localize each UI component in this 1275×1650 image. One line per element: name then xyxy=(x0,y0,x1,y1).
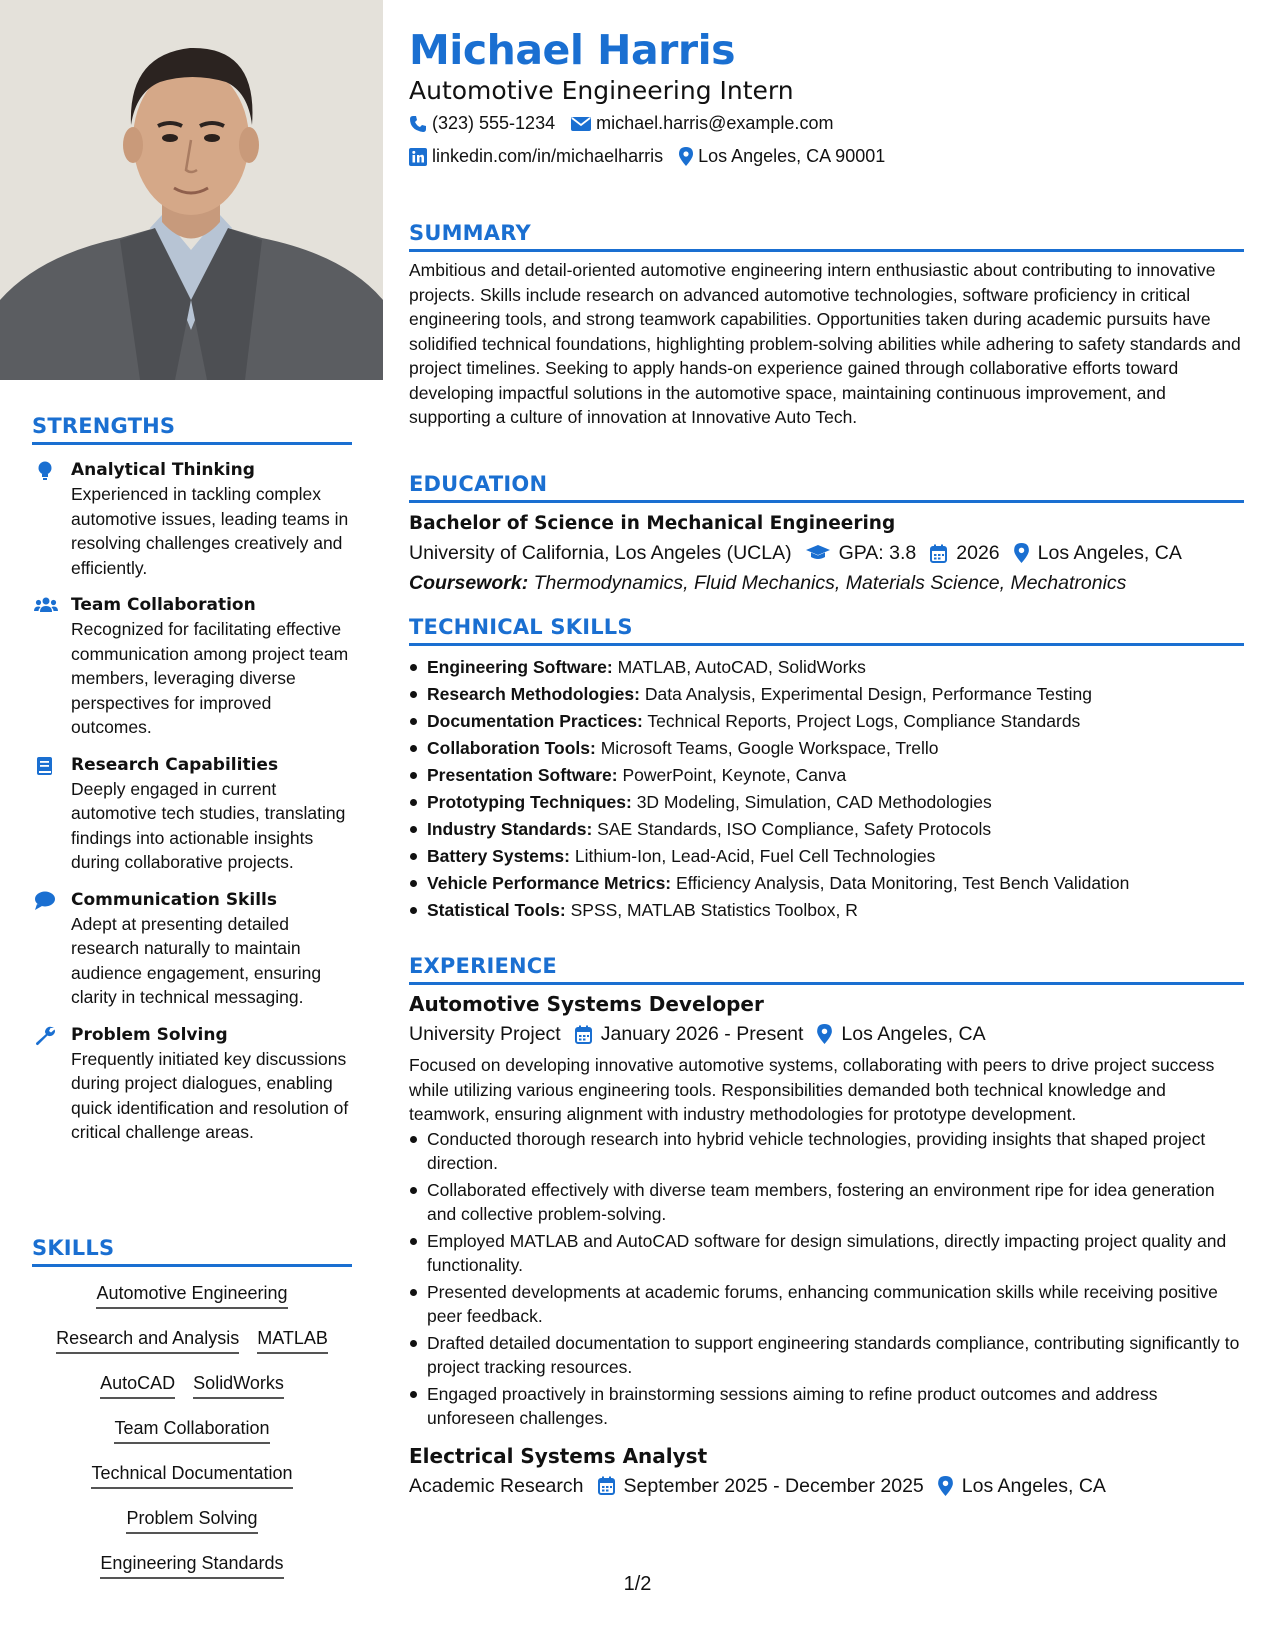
phone-text: (323) 555-1234 xyxy=(432,113,556,133)
degree-title: Bachelor of Science in Mechanical Engineering xyxy=(409,513,896,534)
page-number: 1/2 xyxy=(623,1573,652,1595)
job-entry xyxy=(409,989,1244,1431)
sidebar xyxy=(0,0,383,1650)
education-section xyxy=(409,472,1244,598)
job-org: University Project xyxy=(409,1023,561,1045)
coursework-text: Thermodynamics, Fluid Mechanics, Materials Science, Mechatronics xyxy=(528,572,1127,594)
job-bullet: Drafted detailed documentation to support engineering standards compliance, contributing significantly to project tracking resources. xyxy=(409,1331,1244,1380)
job-location: Los Angeles, CA xyxy=(841,1023,986,1045)
tech-skill-value: Data Analysis, Experimental Design, Performance Testing xyxy=(639,684,1092,704)
profile-photo xyxy=(0,0,383,380)
graduation-cap-icon xyxy=(806,544,830,562)
job-bullet: Employed MATLAB and AutoCAD software for design simulations, directly impacting project quality and functionality. xyxy=(409,1229,1244,1278)
skill-tag: Research and Analysis xyxy=(56,1326,239,1354)
strength-desc: Adept at presenting detailed research naturally to maintain audience engagement, ensuring clarity in technical messaging. xyxy=(71,913,322,1007)
education-heading: EDUCATION xyxy=(409,472,1244,503)
candidate-role: Automotive Engineering Intern xyxy=(409,76,794,105)
tech-skill-item xyxy=(409,843,1244,870)
technical-skills-list xyxy=(409,654,1244,924)
calendar-icon xyxy=(575,1025,592,1044)
strength-item xyxy=(32,458,352,580)
edu-location-item xyxy=(1014,538,1182,568)
skills-section xyxy=(32,1236,352,1596)
tech-skill-item xyxy=(409,708,1244,735)
comment-icon xyxy=(34,891,56,911)
skills-list xyxy=(32,1281,352,1579)
job-location-item xyxy=(938,1471,1106,1501)
tech-skill-value: 3D Modeling, Simulation, CAD Methodologies xyxy=(631,792,992,812)
gpa-item xyxy=(806,538,917,568)
job-dates-item xyxy=(598,1471,924,1501)
job-location-item xyxy=(817,1019,985,1049)
skill-tag: Engineering Standards xyxy=(100,1551,283,1579)
job-entry xyxy=(409,1441,1244,1501)
tech-skill-item xyxy=(409,816,1244,843)
skill-tag: SolidWorks xyxy=(193,1371,284,1399)
technical-skills-section xyxy=(409,615,1244,924)
strength-desc: Recognized for facilitating effective communication among project team members, leveraging diverse perspectives for improved outcomes. xyxy=(71,619,349,737)
job-dates-item xyxy=(575,1019,804,1049)
email-contact[interactable] xyxy=(571,113,833,134)
map-pin-icon xyxy=(679,147,693,166)
skill-tag: Team Collaboration xyxy=(114,1416,269,1444)
tech-skill-item xyxy=(409,870,1244,897)
job-dates: January 2026 - Present xyxy=(600,1023,804,1045)
strengths-section xyxy=(32,414,352,1145)
technical-skills-heading: TECHNICAL SKILLS xyxy=(409,615,1244,646)
job-bullets xyxy=(409,1127,1244,1431)
users-icon xyxy=(34,596,56,616)
education-meta xyxy=(409,538,1244,568)
tech-skill-label: Vehicle Performance Metrics: xyxy=(427,873,672,893)
job-dates: September 2025 - December 2025 xyxy=(623,1474,924,1497)
job-meta xyxy=(409,1019,1244,1049)
strength-desc: Frequently initiated key discussions during project dialogues, enabling quick identification and resolution of critical challenge areas. xyxy=(71,1048,349,1142)
job-title: Automotive Systems Developer xyxy=(409,992,764,1016)
phone-contact[interactable] xyxy=(409,113,555,134)
map-pin-icon xyxy=(1014,543,1029,563)
gpa-text: GPA: 3.8 xyxy=(838,542,917,564)
coursework-line xyxy=(409,568,1244,598)
linkedin-icon xyxy=(409,148,427,166)
strengths-heading: STRENGTHS xyxy=(32,414,352,445)
tech-skill-value: Efficiency Analysis, Data Monitoring, Test Bench Validation xyxy=(671,873,1130,893)
year-item xyxy=(930,538,999,568)
summary-heading: SUMMARY xyxy=(409,221,1244,252)
tech-skill-label: Collaboration Tools: xyxy=(427,738,596,758)
tech-skill-label: Statistical Tools: xyxy=(427,900,566,920)
tech-skill-value: Microsoft Teams, Google Workspace, Trello xyxy=(595,738,939,758)
experience-heading: EXPERIENCE xyxy=(409,954,1244,985)
strength-desc: Experienced in tackling complex automotive issues, leading teams in resolving challenges creatively and efficiently. xyxy=(71,484,349,578)
tech-skill-label: Engineering Software: xyxy=(427,657,613,677)
tech-skill-value: Lithium-Ion, Lead-Acid, Fuel Cell Technologies xyxy=(569,846,936,866)
tech-skill-value: Technical Reports, Project Logs, Compliance Standards xyxy=(642,711,1081,731)
tech-skill-value: PowerPoint, Keynote, Canva xyxy=(617,765,847,785)
school-name: University of California, Los Angeles (UCLA) xyxy=(409,542,792,564)
strength-title: Analytical Thinking xyxy=(71,460,255,480)
job-location: Los Angeles, CA xyxy=(961,1474,1106,1497)
tech-skill-value: MATLAB, AutoCAD, SolidWorks xyxy=(612,657,866,677)
strength-desc: Deeply engaged in current automotive tech studies, translating findings into actionable insights during collaborative projects. xyxy=(71,778,346,872)
tech-skill-value: SAE Standards, ISO Compliance, Safety Protocols xyxy=(592,819,992,839)
strength-title: Communication Skills xyxy=(71,889,277,910)
skill-tag: Technical Documentation xyxy=(91,1461,292,1489)
strength-title: Problem Solving xyxy=(71,1024,228,1045)
phone-icon xyxy=(409,115,427,133)
linkedin-contact[interactable] xyxy=(409,146,663,167)
job-bullet: Conducted thorough research into hybrid vehicle technologies, providing insights that shaped project direction. xyxy=(409,1127,1244,1176)
envelope-icon xyxy=(571,116,591,132)
tech-skill-label: Presentation Software: xyxy=(427,765,618,785)
job-bullet: Engaged proactively in brainstorming sessions aiming to refine product outcomes and address unforeseen challenges. xyxy=(409,1382,1244,1431)
tech-skill-item xyxy=(409,735,1244,762)
tech-skill-label: Documentation Practices: xyxy=(427,711,643,731)
calendar-icon xyxy=(930,544,947,563)
tech-skill-item xyxy=(409,789,1244,816)
tech-skill-label: Battery Systems: xyxy=(427,846,570,866)
contact-row xyxy=(409,113,849,134)
skill-tag: Automotive Engineering xyxy=(96,1281,287,1309)
wrench-icon xyxy=(34,1026,56,1046)
year-text: 2026 xyxy=(956,542,1000,564)
calendar-icon xyxy=(598,1476,615,1495)
job-description: Focused on developing innovative automotive systems, collaborating with peers to drive project success while utilizing various engineering tools. Responsibilities demanded both technical knowledge and teamwork, ensuring alignment with industry methodologies for prototype development. xyxy=(409,1055,1215,1124)
job-bullet: Presented developments at academic forums, enhancing communication skills while receiving positive peer feedback. xyxy=(409,1280,1244,1329)
strength-title: Research Capabilities xyxy=(71,754,279,775)
tech-skill-label: Research Methodologies: xyxy=(427,684,640,704)
job-meta xyxy=(409,1471,1244,1501)
map-pin-icon xyxy=(938,1476,953,1496)
skills-heading: SKILLS xyxy=(32,1236,352,1267)
tech-skill-item xyxy=(409,681,1244,708)
job-title: Electrical Systems Analyst xyxy=(409,1443,708,1468)
tech-skill-item xyxy=(409,762,1244,789)
location-contact xyxy=(679,146,885,167)
summary-section xyxy=(409,221,1244,430)
job-org: Academic Research xyxy=(409,1474,584,1497)
edu-location-text: Los Angeles, CA xyxy=(1037,542,1182,564)
tech-skill-label: Prototyping Techniques: xyxy=(427,792,632,812)
tech-skill-value: SPSS, MATLAB Statistics Toolbox, R xyxy=(565,900,858,920)
strength-item xyxy=(32,593,352,740)
tech-skill-label: Industry Standards: xyxy=(427,819,593,839)
summary-text: Ambitious and detail-oriented automotive engineering intern enthusiastic about contributing to innovative projects. Skills include research on advanced automotive technologies, software proficiency in critical engineering tools, and strong teamwork capabilities. Opportunities taken during academic pursuits have solidified technical foundations, highlighting problem-solving abilities while adhering to safety standards and project timelines. Seeking to apply hands-on experience gained through collaborative efforts toward developing impactful solutions in the automotive space, maintaining continuous improvement, and supporting a culture of innovation at Innovative Auto Tech. xyxy=(409,260,1241,427)
lightbulb-icon xyxy=(34,461,56,481)
location-text: Los Angeles, CA 90001 xyxy=(698,146,886,166)
contact-row xyxy=(409,146,901,167)
skill-tag: AutoCAD xyxy=(100,1371,175,1399)
tech-skill-item xyxy=(409,654,1244,681)
email-text: michael.harris@example.com xyxy=(596,113,834,133)
strength-item xyxy=(32,1023,352,1145)
strength-title: Team Collaboration xyxy=(71,595,256,615)
linkedin-text: linkedin.com/in/michaelharris xyxy=(432,146,664,166)
book-icon xyxy=(34,756,56,776)
experience-section xyxy=(409,954,1244,1501)
candidate-name: Michael Harris xyxy=(409,26,736,74)
strength-item xyxy=(32,888,352,1010)
tech-skill-item xyxy=(409,897,1244,924)
coursework-label: Coursework: xyxy=(409,572,529,594)
map-pin-icon xyxy=(817,1024,832,1044)
skill-tag: MATLAB xyxy=(257,1326,328,1354)
skill-tag: Problem Solving xyxy=(126,1506,257,1534)
strength-item xyxy=(32,753,352,875)
job-bullet: Collaborated effectively with diverse team members, fostering an environment ripe for idea generation and collective problem-solving. xyxy=(409,1178,1244,1227)
